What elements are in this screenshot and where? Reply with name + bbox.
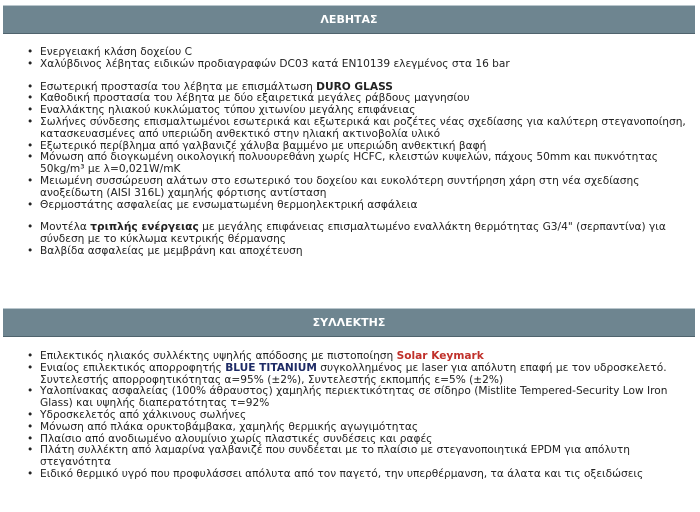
blue-titanium-highlight: BLUE TITANIUM	[225, 361, 317, 374]
bullet-icon: •	[27, 139, 34, 152]
bullet-icon: •	[27, 432, 34, 445]
bullet-icon: •	[27, 92, 34, 105]
list-item: • Χαλύβδινος λέβητας ειδικών προδιαγραφών DC03 κατά EN10139 ελεγμένος στα 16 bar	[27, 57, 510, 70]
collector-features-list	[27, 351, 693, 481]
list-item: • Επιλεκτικός ηλιακός συλλέκτης υψηλής απόδοσης με πιστοποίηση Solar Keymark	[27, 350, 484, 362]
boiler-section-title: ΛΕΒΗΤΑΣ	[320, 13, 378, 26]
list-item: • Μόνωση από διογκωμένη οικολογική πολυουρεθάνη χωρίς HCFC, κλειστών κυψελών, πάχους 50mm και πυκνότητας 50kg/m³ με λ=0,021W/mK	[27, 151, 658, 176]
bullet-icon: •	[27, 151, 34, 164]
list-item: • Εξωτερικό περίβλημα από γαλβανιζέ χάλυβα βαμμένο με υπεριώδη ανθεκτική βαφή	[27, 139, 487, 152]
list-item: • Υδροσκελετός από χάλκινους σωλήνες	[27, 408, 247, 421]
list-item: • Μοντέλα τριπλής ενέργειας με μεγάλης επιφάνειας επισμαλτωμένο εναλλάκτη θερμότητας G3/4" (σερπαντίνα) για σύνδεση με το κύκλωμα κεντρικής θέρμανσης	[27, 221, 666, 246]
bullet-icon: •	[27, 115, 34, 128]
bullet-icon: •	[27, 46, 34, 58]
bullet-icon: •	[27, 198, 34, 211]
list-item: • Ενεργειακή κλάση δοχείου C	[27, 46, 193, 58]
list-item: • Βαλβίδα ασφαλείας με μεμβράνη και αποχέτευση	[27, 244, 303, 257]
collector-section-title: ΣΥΛΛΕΚΤΗΣ	[312, 316, 386, 329]
bullet-icon: •	[27, 80, 34, 93]
list-item: • Εναλλάκτης ηλιακού κυκλώματος τύπου χιτωνίου μεγάλης επιφάνειας	[27, 104, 416, 117]
bullet-icon: •	[27, 104, 34, 117]
bullet-icon: •	[27, 174, 34, 187]
list-item: • Μειωμένη συσσώρευση αλάτων στο εσωτερικό του δοχείου και ευκολότερη συντήρηση χάρη στη νέα σχεδίασης ανοξείδωτη (AISI 316L) χαμηλής φόρτισης αντίσταση	[27, 174, 640, 199]
boiler-features-list	[27, 47, 693, 258]
list-item: • Πλάτη συλλέκτη από λαμαρίνα γαλβανιζέ που συνδέεται με το πλαίσιο με στεγανοποιητικά EPDM για απόλυτη στεγανότητα	[27, 444, 630, 469]
list-item: • Υαλοπίνακας ασφαλείας (100% άθραυστος) χαμηλής περιεκτικότητας σε σίδηρο (Mistlite Tempered-Security Low Iron Glass) και υψηλής διαπερατότητας τ=92%	[27, 385, 668, 410]
list-item: • Σωλήνες σύνδεσης επισμαλτωμένοι εσωτερικά και εξωτερικά και ροζέτες νέας σχεδίασης για καλύτερη στεγανοποίηση, κατασκευασμένες από υπεριώδη ανθεκτικό στην ηλιακή ακτινοβολία υλικό	[27, 115, 686, 140]
solar-keymark-highlight: Solar Keymark	[396, 350, 484, 362]
duro-glass-highlight: DURO GLASS	[316, 80, 393, 93]
bullet-icon: •	[27, 244, 34, 257]
list-item: • Καθοδική προστασία του λέβητα με δύο εξαιρετικά μεγάλες ράβδους μαγνησίου	[27, 92, 470, 105]
triple-energy-highlight: τριπλής ενέργειας	[90, 221, 199, 234]
bullet-icon: •	[27, 420, 34, 433]
bullet-icon: •	[27, 361, 34, 374]
list-item: • Μόνωση από πλάκα ορυκτοβάμβακα, χαμηλής θερμικής αγωγιμότητας	[27, 420, 419, 433]
bullet-icon: •	[27, 385, 34, 398]
bullet-icon: •	[27, 408, 34, 421]
list-item: • Θερμοστάτης ασφαλείας με ενσωματωμένη θερμοηλεκτρική ασφάλεια	[27, 198, 418, 211]
list-item: • Εσωτερική προστασία του λέβητα με επισμάλτωση DURO GLASS	[27, 80, 393, 93]
bullet-icon: •	[27, 57, 34, 70]
boiler-section-header	[3, 5, 695, 34]
bullet-icon: •	[27, 221, 34, 234]
collector-section-header	[3, 308, 695, 337]
bullet-icon: •	[27, 444, 34, 457]
bullet-icon: •	[27, 467, 34, 480]
list-item: • Ενιαίος επιλεκτικός απορροφητής BLUE TITANIUM συγκολλημένος με laser για απόλυτη επαφή με τον υδροσκελετό. Συντελεστής απορροφητικότητας α=95% (±2%), Συντελεστής εκπομπής ε=5% (±2%)	[27, 361, 667, 386]
list-item: • Ειδικό θερμικό υγρό που προφυλάσσει απόλυτα από τον παγετό, την υπερθέρμανση, τα άλατα και τις οξειδώσεις	[27, 467, 644, 480]
bullet-icon: •	[27, 350, 34, 362]
list-item: • Πλαίσιο από ανοδιωμένο αλουμίνιο χωρίς πλαστικές συνδέσεις και ραφές	[27, 432, 433, 445]
